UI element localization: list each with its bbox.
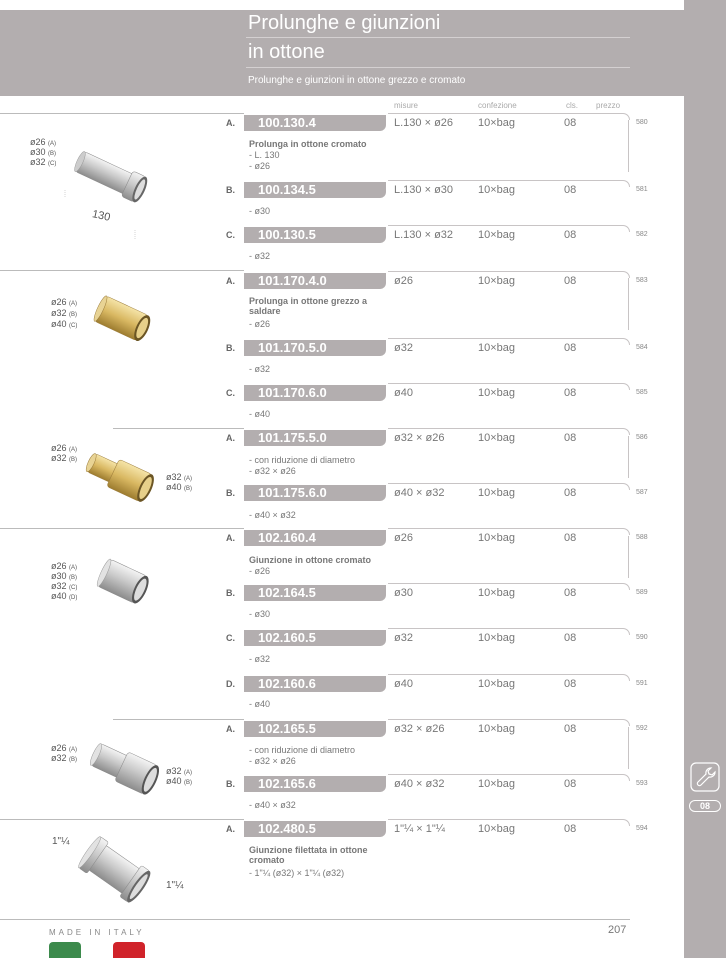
row-number: 587 xyxy=(636,489,648,496)
product-description: Prolunga in ottone grezzo a saldare xyxy=(249,296,368,316)
dim-tag: (C) xyxy=(69,323,78,329)
row-number: 584 xyxy=(636,344,648,351)
variant-letter: A. xyxy=(226,276,235,286)
variant-letter: C. xyxy=(226,230,235,240)
dimension-label xyxy=(166,776,192,788)
page-title-line1: Prolunghe e giunzioni xyxy=(248,12,441,34)
class: 08 xyxy=(564,723,577,735)
pack: 10×bag xyxy=(478,342,516,354)
description-line: - ø40 xyxy=(249,699,271,709)
size: ø40 × ø32 xyxy=(394,778,445,790)
size: ø32 xyxy=(394,632,413,644)
class: 08 xyxy=(564,532,577,544)
size: ø40 xyxy=(394,678,413,690)
class: 08 xyxy=(564,587,577,599)
product-code: 102.165.5 xyxy=(258,721,316,736)
description-line: - ø40 × ø32 xyxy=(249,800,296,810)
row-number: 586 xyxy=(636,434,648,441)
variant-letter: A. xyxy=(226,533,235,543)
dim-value: ø32 xyxy=(51,453,67,463)
variant-letter: A. xyxy=(226,118,235,128)
pack: 10×bag xyxy=(478,823,516,835)
dim-value: ø32 xyxy=(51,308,67,318)
row-connector xyxy=(628,436,629,478)
class: 08 xyxy=(564,229,577,241)
pack: 10×bag xyxy=(478,532,516,544)
size: L.130 × ø30 xyxy=(394,184,454,196)
made-in-italy-label: MADE IN ITALY xyxy=(49,928,145,937)
brass-extension-image xyxy=(90,290,160,350)
description-line: - con riduzione di diametro xyxy=(249,745,356,755)
product-code: 102.160.6 xyxy=(258,676,316,691)
product-description: Giunzione filettata in ottone cromato xyxy=(249,845,368,865)
product-code-bar xyxy=(244,821,386,837)
group-separator xyxy=(113,428,244,429)
footer-divider xyxy=(0,919,630,920)
description-line: - ø26 xyxy=(249,566,271,576)
variant-letter: C. xyxy=(226,633,235,643)
length-label: 130 xyxy=(90,208,112,224)
row-number: 593 xyxy=(636,780,648,787)
variant-letter: B. xyxy=(226,488,235,498)
pack: 10×bag xyxy=(478,487,516,499)
page-subtitle: Prolunghe e giunzioni in ottone grezzo e cromato xyxy=(248,75,466,86)
dim-tag: (B) xyxy=(69,757,78,763)
group-separator xyxy=(0,819,244,820)
product-code: 102.165.6 xyxy=(258,776,316,791)
side-panel xyxy=(684,0,726,958)
product-description: Giunzione in ottone cromato xyxy=(249,555,371,565)
description-line: - ø32 × ø26 xyxy=(249,756,296,766)
product-code: 101.175.5.0 xyxy=(258,430,327,445)
product-code-bar xyxy=(244,530,386,546)
section-badge: 08 xyxy=(689,800,721,812)
row-number: 583 xyxy=(636,277,648,284)
class: 08 xyxy=(564,487,577,499)
product-code-bar xyxy=(244,227,386,243)
dim-tag: (A) xyxy=(69,301,78,307)
pack: 10×bag xyxy=(478,184,516,196)
size: ø30 xyxy=(394,587,413,599)
dim-value: ø30 xyxy=(30,147,46,157)
product-code-bar xyxy=(244,721,386,737)
dim-value: ø32 xyxy=(30,157,46,167)
dim-value: ø26 xyxy=(51,561,67,571)
dim-tag: (B) xyxy=(69,575,78,581)
size: ø26 xyxy=(394,275,413,287)
group-separator xyxy=(113,719,244,720)
row-number: 588 xyxy=(636,534,648,541)
product-code-bar xyxy=(244,676,386,692)
description-line: - ø32 xyxy=(249,364,271,374)
group-separator xyxy=(0,528,244,529)
dim-value: ø26 xyxy=(30,137,46,147)
row-number: 582 xyxy=(636,231,648,238)
pack: 10×bag xyxy=(478,229,516,241)
pack: 10×bag xyxy=(478,275,516,287)
col-header-confezione: confezione xyxy=(478,101,517,110)
chrome-reducer-image xyxy=(85,738,165,798)
dim-tag: (A) xyxy=(69,565,78,571)
dim-tag: (A) xyxy=(184,476,193,482)
dim-tag: (C) xyxy=(69,585,78,591)
dim-value: ø32 xyxy=(51,581,67,591)
description-line: - ø26 xyxy=(249,161,271,171)
product-code-bar xyxy=(244,630,386,646)
description-line: - ø32 xyxy=(249,654,271,664)
product-code: 102.164.5 xyxy=(258,585,316,600)
col-header-prezzo: prezzo xyxy=(596,101,621,110)
product-code: 101.170.4.0 xyxy=(258,273,327,288)
product-code: 100.130.5 xyxy=(258,227,316,242)
product-code-bar xyxy=(244,776,386,792)
dim-tag: (A) xyxy=(184,770,193,776)
variant-letter: B. xyxy=(226,343,235,353)
description-line: - ø32 × ø26 xyxy=(249,466,296,476)
row-number: 594 xyxy=(636,825,648,832)
pack: 10×bag xyxy=(478,432,516,444)
variant-letter: B. xyxy=(226,588,235,598)
brass-reducer-image xyxy=(80,445,165,510)
class: 08 xyxy=(564,342,577,354)
pack: 10×bag xyxy=(478,678,516,690)
header-divider xyxy=(246,37,630,38)
dim-value: ø32 xyxy=(166,766,182,776)
class: 08 xyxy=(564,778,577,790)
product-code-bar xyxy=(244,115,386,131)
description-line: - L. 130 xyxy=(249,150,280,160)
dim-tag: (B) xyxy=(184,486,193,492)
size: ø32 xyxy=(394,342,413,354)
dimension-label xyxy=(30,157,56,169)
variant-letter: C. xyxy=(226,388,235,398)
dim-tag: (A) xyxy=(48,141,57,147)
product-code: 101.175.6.0 xyxy=(258,485,327,500)
group-separator xyxy=(0,113,244,114)
row-connector xyxy=(628,536,629,578)
dim-tag: (B) xyxy=(48,151,57,157)
dim-value: ø26 xyxy=(51,443,67,453)
product-code: 100.130.4 xyxy=(258,115,316,130)
thread-size-label: 1"¼ xyxy=(166,880,184,891)
variant-letter: A. xyxy=(226,824,235,834)
variant-letter: B. xyxy=(226,185,235,195)
threaded-joint-image xyxy=(70,835,160,905)
dim-tag: (B) xyxy=(69,312,78,318)
pack: 10×bag xyxy=(478,778,516,790)
dimension-label xyxy=(51,453,77,465)
class: 08 xyxy=(564,632,577,644)
dim-tag: (C) xyxy=(48,161,57,167)
product-description: Prolunga in ottone cromato xyxy=(249,139,367,149)
pack: 10×bag xyxy=(478,587,516,599)
pack: 10×bag xyxy=(478,632,516,644)
dim-tag: (A) xyxy=(69,747,78,753)
product-code: 102.160.4 xyxy=(258,530,316,545)
product-code: 101.170.6.0 xyxy=(258,385,327,400)
pack: 10×bag xyxy=(478,387,516,399)
class: 08 xyxy=(564,184,577,196)
description-line: - 1"¼ (ø32) × 1"¼ (ø32) xyxy=(249,868,345,878)
col-header-cls: cls. xyxy=(566,101,578,110)
variant-letter: D. xyxy=(226,679,235,689)
size: L.130 × ø32 xyxy=(394,229,454,241)
dim-value: ø26 xyxy=(51,297,67,307)
variant-letter: A. xyxy=(226,433,235,443)
chrome-joint-image xyxy=(92,550,157,615)
dim-tag: (B) xyxy=(184,780,193,786)
size: 1"¼ × 1"¼ xyxy=(394,823,445,835)
class: 08 xyxy=(564,432,577,444)
size: L.130 × ø26 xyxy=(394,117,454,129)
description-line: - ø26 xyxy=(249,319,271,329)
dim-value: ø30 xyxy=(51,571,67,581)
row-connector xyxy=(628,727,629,769)
size: ø40 × ø32 xyxy=(394,487,445,499)
dim-value: ø26 xyxy=(51,743,67,753)
flag-red-stripe xyxy=(113,942,145,958)
product-code-bar xyxy=(244,273,386,289)
size: ø26 xyxy=(394,532,413,544)
description-line: - ø30 xyxy=(249,609,271,619)
pack: 10×bag xyxy=(478,117,516,129)
description-line: - ø40 xyxy=(249,409,271,419)
row-connector xyxy=(628,278,629,330)
class: 08 xyxy=(564,275,577,287)
dimension-label xyxy=(51,591,77,603)
product-code-bar xyxy=(244,585,386,601)
row-number: 581 xyxy=(636,186,648,193)
group-separator xyxy=(0,270,244,271)
row-number: 591 xyxy=(636,680,648,687)
dim-value: ø40 xyxy=(51,591,67,601)
class: 08 xyxy=(564,678,577,690)
page-number: 207 xyxy=(608,924,627,936)
class: 08 xyxy=(564,387,577,399)
row-connector xyxy=(628,120,629,172)
product-code: 101.170.5.0 xyxy=(258,340,327,355)
dim-value: ø40 xyxy=(166,482,182,492)
product-code: 100.134.5 xyxy=(258,182,316,197)
size: ø32 × ø26 xyxy=(394,432,445,444)
dimension-label xyxy=(166,482,192,494)
description-line: - ø30 xyxy=(249,206,271,216)
product-code-bar xyxy=(244,340,386,356)
col-header-misure: misure xyxy=(394,101,419,110)
product-code: 102.160.5 xyxy=(258,630,316,645)
product-code-bar xyxy=(244,182,386,198)
dim-tag: (A) xyxy=(69,447,78,453)
class: 08 xyxy=(564,823,577,835)
pack: 10×bag xyxy=(478,723,516,735)
dim-value: ø32 xyxy=(166,472,182,482)
dim-value: ø40 xyxy=(166,776,182,786)
dimension-label xyxy=(51,753,77,765)
thread-size-label: 1"¼ xyxy=(52,836,70,847)
dimension-label xyxy=(51,319,77,331)
dim-value: ø40 xyxy=(51,319,67,329)
wrench-icon xyxy=(690,762,720,792)
header-divider xyxy=(246,67,630,68)
dim-value: ø32 xyxy=(51,753,67,763)
dim-tag: (D) xyxy=(69,595,78,601)
row-number: 585 xyxy=(636,389,648,396)
dim-tag: (B) xyxy=(69,457,78,463)
product-code: 102.480.5 xyxy=(258,821,316,836)
page-title-line2: in ottone xyxy=(248,41,325,63)
size: ø32 × ø26 xyxy=(394,723,445,735)
row-number: 580 xyxy=(636,119,648,126)
row-number: 589 xyxy=(636,589,648,596)
description-line: - ø40 × ø32 xyxy=(249,510,296,520)
class: 08 xyxy=(564,117,577,129)
row-number: 590 xyxy=(636,634,648,641)
size: ø40 xyxy=(394,387,413,399)
product-code-bar xyxy=(244,485,386,501)
row-number: 592 xyxy=(636,725,648,732)
product-code-bar xyxy=(244,385,386,401)
variant-letter: B. xyxy=(226,779,235,789)
flag-green-stripe xyxy=(49,942,81,958)
product-code-bar xyxy=(244,430,386,446)
chrome-extension-image xyxy=(55,135,165,245)
description-line: - ø32 xyxy=(249,251,271,261)
variant-letter: A. xyxy=(226,724,235,734)
description-line: - con riduzione di diametro xyxy=(249,455,356,465)
